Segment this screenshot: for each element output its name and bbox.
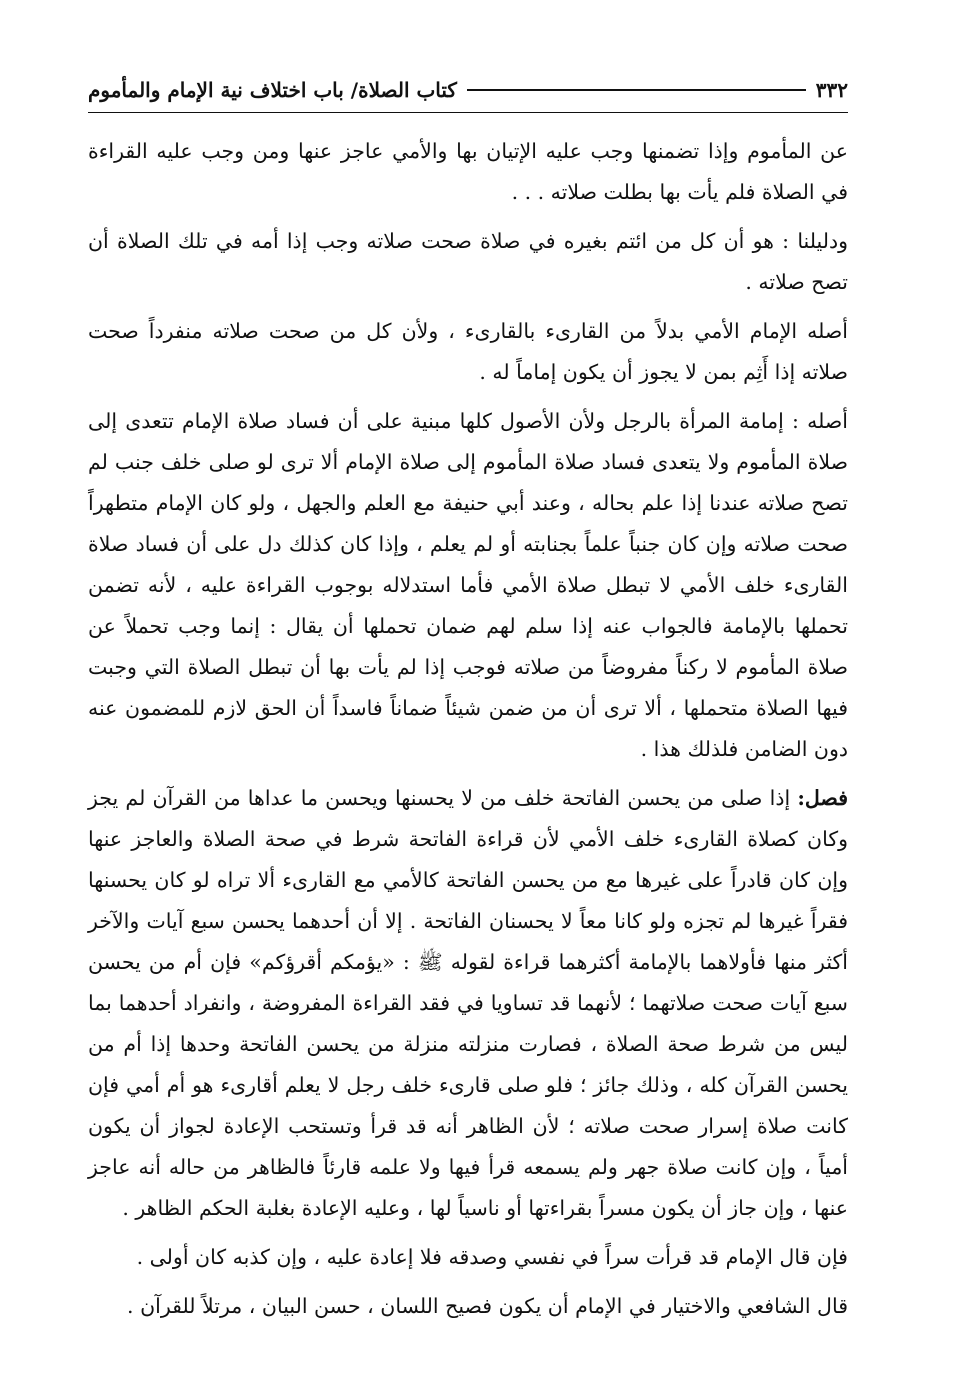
header-rule — [467, 89, 806, 91]
book-page — [88, 70, 848, 1335]
paragraph-2: ودليلنا : هو أن كل من ائتم بغيره في صلاة صحت صلاته وجب إذا أمه في تلك الصلاة أن تصح صلاته . — [88, 229, 848, 294]
fasl-text: إذا صلى من يحسن الفاتحة خلف من لا يحسنها ويحسن ما عداها من القرآن لم يجز وكان كصلاة القارىء خلف الأمي لأن قراءة الفاتحة شرط في صحة الصلاة والعاجز عنها وإن كان قادراً على غيرها مع من يحسن الفاتحة كالأمي مع القارىء ألا تراه لو كان يحسنها فقراً غيرها لم تجزه ولو كانا معاً لا يحسنان الفاتحة . إلا أن أحدهما يحسن سبع آيات والآخر أكثر منها فأولاهما بالإمامة أكثرهما قراءة لقوله ﷺ : «يؤمكم أقرؤكم» فإن أم من يحسن سبع آيات صحت صلاتهما ؛ لأنهما قد تساويا في فقد القراءة المفروضة ، وانفراد أحدهما بما ليس من شرط صحة الصلاة ، فصارت منزلته منزلة من يحسن الفاتحة وحدها إذا أم من يحسن القرآن كله ، وذلك جائز ؛ فلو صلى قارىء خلف رجل لا يعلم أقارىء هو أم أمي فإن كانت صلاة إسرار صحت صلاته ؛ لأن الظاهر أنه قد قرأ وتستحب الإعادة لجواز أن يكون أمياً ، وإن كانت صلاة جهر ولم يسمعه قرأ فيها ولا علمه قارئاً فالظاهر من حاله أنه عاجز عنها ، وإن جاز أن يكون مسراً بقراءتها أو ناسياً لها ، وعليه الإعادة بغلبة الحكم الظاهر . — [88, 786, 848, 1220]
paragraph-1: عن المأموم وإذا تضمنها وجب عليه الإتيان بها والأمي عاجز عنها ومن وجب عليه القراءة في الصلاة فلم يأت بها بطلت صلاته . . . — [88, 139, 848, 204]
fasl-paragraph — [88, 778, 848, 1229]
paragraph-4: أصله : إمامة المرأة بالرجل ولأن الأصول كلها مبنية على أن فساد صلاة الإمام تتعدى إلى صلاة المأموم ولا يتعدى فساد صلاة المأموم إلى صلاة الإمام ألا ترى لو صلى خلف جنب لم تصح صلاته عندنا إذا علم بحاله ، وعند أبي حنيفة مع العلم والجهل ، ولو كان الإمام متطهراً صحت صلاته وإن كان جنباً علماً بجنابته أو لم يعلم ، وإذا كان كذلك دل على أن فساد صلاة القارىء خلف الأمي لا تبطل صلاة الأمي فأما استدلاله بوجوب القراءة عليه ، لأنه تضمن تحملها بالإمامة فالجواب عنه إذا سلم لهم ضمان تحملها أن يقال : إنما وجب تحملاً عن صلاة المأموم لا ركناً مفروضاً من صلاته فوجب إذا لم يأت بها أن تبطل الصلاة التي وجبت فيها الصلاة متحملها ، ألا ترى أن من ضمن شيئاً ضماناً فاسداً أن الحق لازم للمضمون عنه دون الضامن فلذلك هذا . — [88, 409, 848, 761]
chapter-title: كتاب الصلاة/ باب اختلاف نية الإمام والمأموم — [88, 78, 457, 102]
page-body — [88, 131, 848, 1327]
header-underline — [88, 112, 848, 113]
fasl-label: فصل: — [797, 786, 848, 810]
paragraph-3: أصله الإمام الأمي بدلاً من القارىء بالقارىء ، ولأن كل من صحت صلاته منفرداً صحت صلاته إذا أَثِم بمن لا يجوز أن يكون إماماً له . — [88, 319, 848, 384]
paragraph-closing-1: فإن قال الإمام قد قرأت سراً في نفسي وصدقه فلا إعادة عليه ، وإن كذبه كان أولى . — [136, 1245, 848, 1269]
paragraph-closing-2: قال الشافعي والاختيار في الإمام أن يكون فصيح اللسان ، حسن البيان ، مرتلاً للقرآن . — [127, 1294, 848, 1318]
running-header — [88, 70, 848, 110]
page-number: ٣٣٢ — [815, 78, 848, 102]
